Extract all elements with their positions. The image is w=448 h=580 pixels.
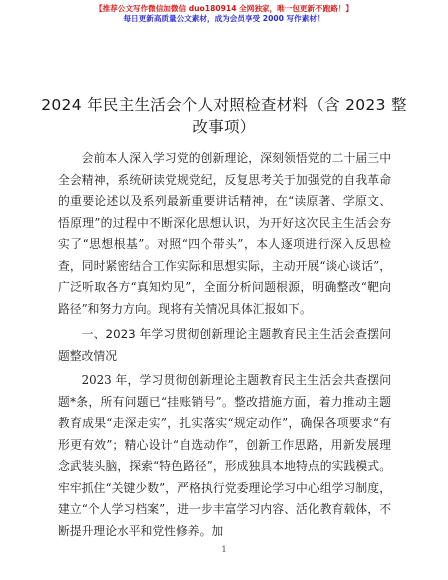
intro-paragraph: 会前本人深入学习党的创新理论，深刻领悟党的二十届三中全会精神，系统研读党规党纪，反复思考关于加强党的自我革命的重要论述以及系列最新重要讲话精神，在“读原著、学原文、悟原理”的过程中不断深化思想认识，为开好这次民主生活会夯实了“思想根基”。对照“四个带头”，本人逐项进行深入反思检查，同时紧密结合工作实际和思想实际，主动开展“谈心谈话”，广泛听取各方“真知灼见”，全面分析问题根源，明确整改“靶向路径”和努力方向。现将有关情况具体汇报如下。 <box>58 151 391 316</box>
document-title: 2024 年民主生活会个人对照检查材料（含 2023 整改事项） <box>41 96 407 136</box>
header-banner <box>0 0 448 30</box>
section-paragraph: 2023 年，学习贯彻创新理论主题教育民主生活会共查摆问题*条，所有问题已“挂账销号”。整改措施方面，着力推动主题教育成果“走深走实”，扎实落实“规定动作”，确保各项要求“有形更有效”；精心设计“自选动作”，创新工作思路，用新发展理念武装头脑，探索“特色路径”，形成独具本地特点的实践模式。牢牢抓住“关键少数”，严格执行党委理论学习中心组学习制度，建立“个人学习档案”，进一步丰富学习内容、活化教育载体，不断提升理论水平和党性修养。加 <box>58 373 391 538</box>
banner-promo-line: 【推荐公文写作微信加微信 duo180914 全网独家，唯一包更新不跑路！】 <box>94 4 354 13</box>
banner-member-line: 每日更新高质量公文素材，成为会员享受 2000 写作素材！ <box>123 14 325 23</box>
section-heading: 一、2023 年学习贯彻创新理论主题教育民主生活会查摆问题整改情况 <box>58 327 391 363</box>
page-number: 1 <box>221 545 227 554</box>
